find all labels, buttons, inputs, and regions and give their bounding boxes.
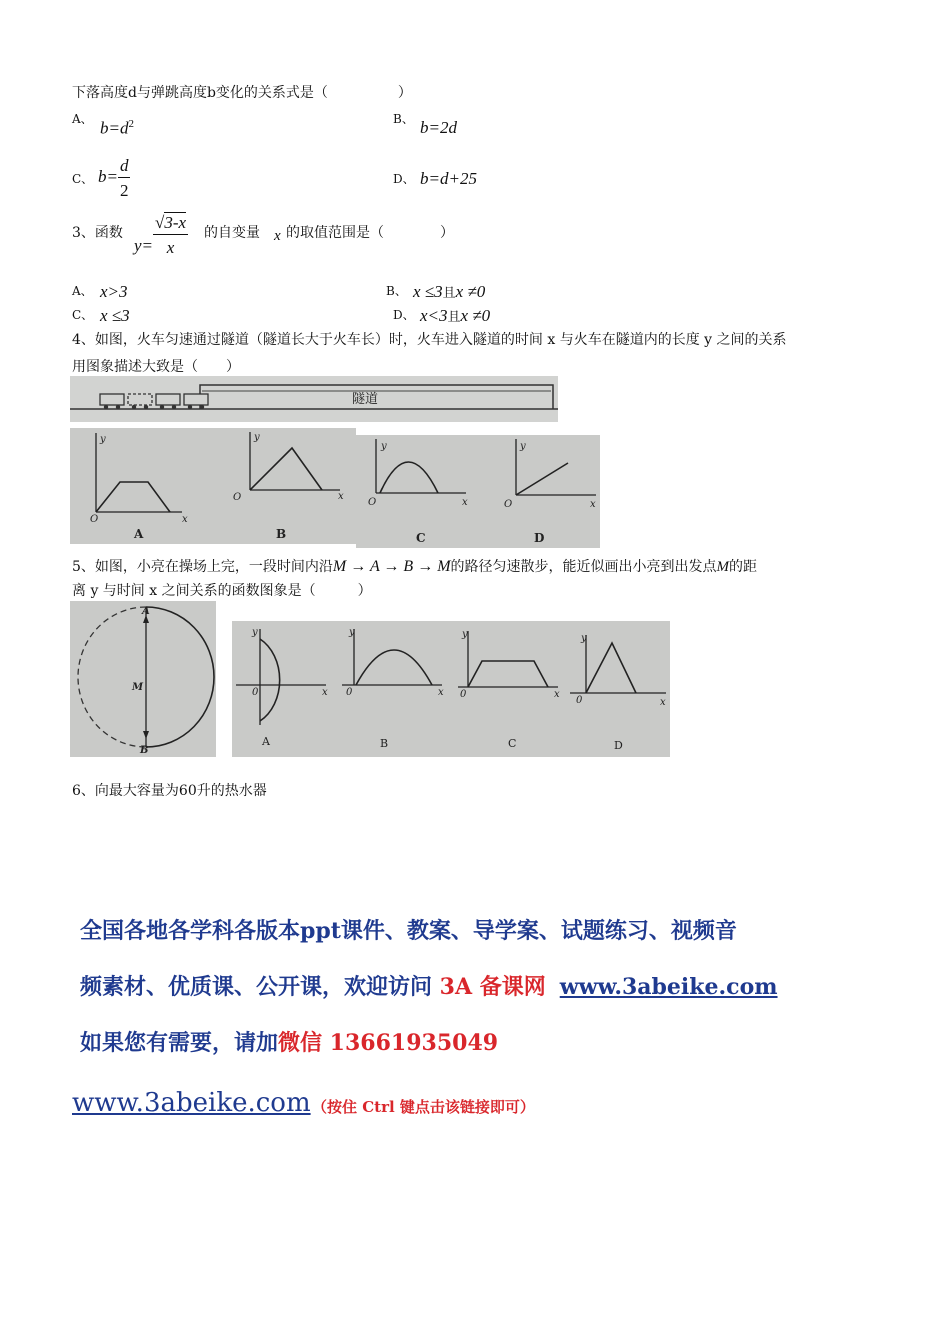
q5c-axis-y: y <box>462 629 468 640</box>
q2-stem: 下落高度d与弹跳高度b变化的关系式是（ ） <box>72 85 412 101</box>
tunnel-figure <box>70 376 558 422</box>
q4a-axis-y: y <box>100 434 106 445</box>
q3-option-c-expr: x ≤3 <box>100 306 130 325</box>
q4-graph-label-d: D <box>534 531 545 545</box>
q4b-axis-y: y <box>254 432 260 443</box>
circle-label-m: M <box>132 682 144 693</box>
q5-graph-label-b: B <box>380 737 389 750</box>
q4c-origin: O <box>368 497 377 508</box>
q3-function-expr: y= $\frac{√3-x}{x}$ <box>134 213 187 257</box>
q2-option-a-expr: $b=d^2$ <box>100 118 134 138</box>
q4d-axis-y: y <box>520 441 526 452</box>
q3-option-b-expr: x ≤3且x ≠0 <box>413 282 486 301</box>
circle-label-b: B <box>140 745 149 756</box>
q3-var: x <box>274 228 281 244</box>
q3-option-b-label: B、 <box>386 284 407 298</box>
q5d-axis-x: x <box>660 697 666 708</box>
q5-graphs <box>232 621 670 757</box>
q5-line2: 离 y 与时间 x 之间关系的函数图象是（ ） <box>72 583 372 599</box>
ad-site-name: 3A 备课网 <box>439 974 546 1000</box>
q3-option-d-label: D、 <box>393 308 415 322</box>
q2-option-b-expr: b=2d <box>420 118 457 137</box>
q5d-axis-y: y <box>581 633 587 644</box>
q3-prefix: 3、函数 <box>72 225 123 241</box>
q5d-origin: 0 <box>576 695 583 706</box>
q4-graph-label-c: C <box>416 531 426 545</box>
circle-label-a: A <box>142 606 150 617</box>
q5a-axis-y: y <box>252 627 258 638</box>
q3-option-a-expr: x>3 <box>100 282 128 301</box>
ad-line3: 如果您有需要，请加微信 13661935049 <box>80 1030 499 1056</box>
q4-graph-label-a: A <box>134 527 144 541</box>
q4b-axis-x: x <box>338 491 344 502</box>
footer-note: （按住 Ctrl 键点击该链接即可） <box>312 1098 535 1116</box>
q6-text: 6、向最大容量为60升的热水器 <box>72 783 267 799</box>
q5a-axis-x: x <box>322 687 328 698</box>
q5c-axis-x: x <box>554 689 560 700</box>
q5b-origin: 0 <box>346 687 353 698</box>
q5-circle-figure <box>70 601 216 757</box>
q5a-origin: 0 <box>252 687 259 698</box>
q2-option-b-label: B、 <box>393 112 414 126</box>
q4d-origin: O <box>504 499 513 510</box>
q3-suffix: 的取值范围是（ ） <box>286 225 454 241</box>
q4-graphs-cd <box>356 435 600 548</box>
q5b-axis-x: x <box>438 687 444 698</box>
q2-option-d-expr: b=d+25 <box>420 169 477 188</box>
q4b-origin: O <box>233 492 242 503</box>
ad-line1: 全国各地各学科各版本ppt课件、教案、导学案、试题练习、视频音 <box>80 918 737 944</box>
q2-option-a-label: A、 <box>72 112 93 126</box>
q2-option-c-label: C、 <box>72 172 94 186</box>
q3-option-d-expr: x<3且x ≠0 <box>420 306 491 325</box>
q2-option-c-expr: b= $\frac{d}{2}$ <box>98 156 129 200</box>
q5-graph-label-d: D <box>614 739 623 752</box>
q5b-axis-y: y <box>349 627 355 638</box>
q4c-axis-x: x <box>462 497 468 508</box>
q3-option-a-label: A、 <box>72 284 93 298</box>
ad-site-link[interactable]: www.3abeike.com <box>559 974 778 1000</box>
q4-line1: 4、如图，火车匀速通过隧道（隧道长大于火车长）时，火车进入隧道的时间 x 与火车在隧道内的长度 y 之间的关系 <box>72 332 787 348</box>
q4-line2: 用图象描述大致是（ ） <box>72 359 240 375</box>
q4d-axis-x: x <box>590 499 596 510</box>
q4c-axis-y: y <box>381 441 387 452</box>
tunnel-label: 隧道 <box>352 392 379 407</box>
q5-graph-label-c: C <box>508 737 517 750</box>
q4a-origin: O <box>90 514 99 525</box>
q5c-origin: 0 <box>460 689 467 700</box>
q3-mid: 的自变量 <box>204 225 260 241</box>
q4a-axis-x: x <box>182 514 188 525</box>
footer-link[interactable]: www.3abeike.com <box>72 1088 311 1118</box>
q4-graph-label-b: B <box>276 527 287 541</box>
q3-option-c-label: C、 <box>72 308 94 322</box>
q2-option-d-label: D、 <box>393 172 415 186</box>
q4-graphs-ab <box>70 428 356 544</box>
ad-wechat: 微信 13661935049 <box>278 1030 499 1056</box>
q5-line1: 5、如图，小亮在操场上完，一段时间内沿M → A → B → M的路径匀速散步，能近似画出小亮到出发点M的距 <box>72 558 758 575</box>
ad-line2: 频素材、优质课、公开课，欢迎访问 3A 备课网 www.3abeike.com <box>80 974 778 1000</box>
q5-graph-label-a: A <box>262 735 270 748</box>
